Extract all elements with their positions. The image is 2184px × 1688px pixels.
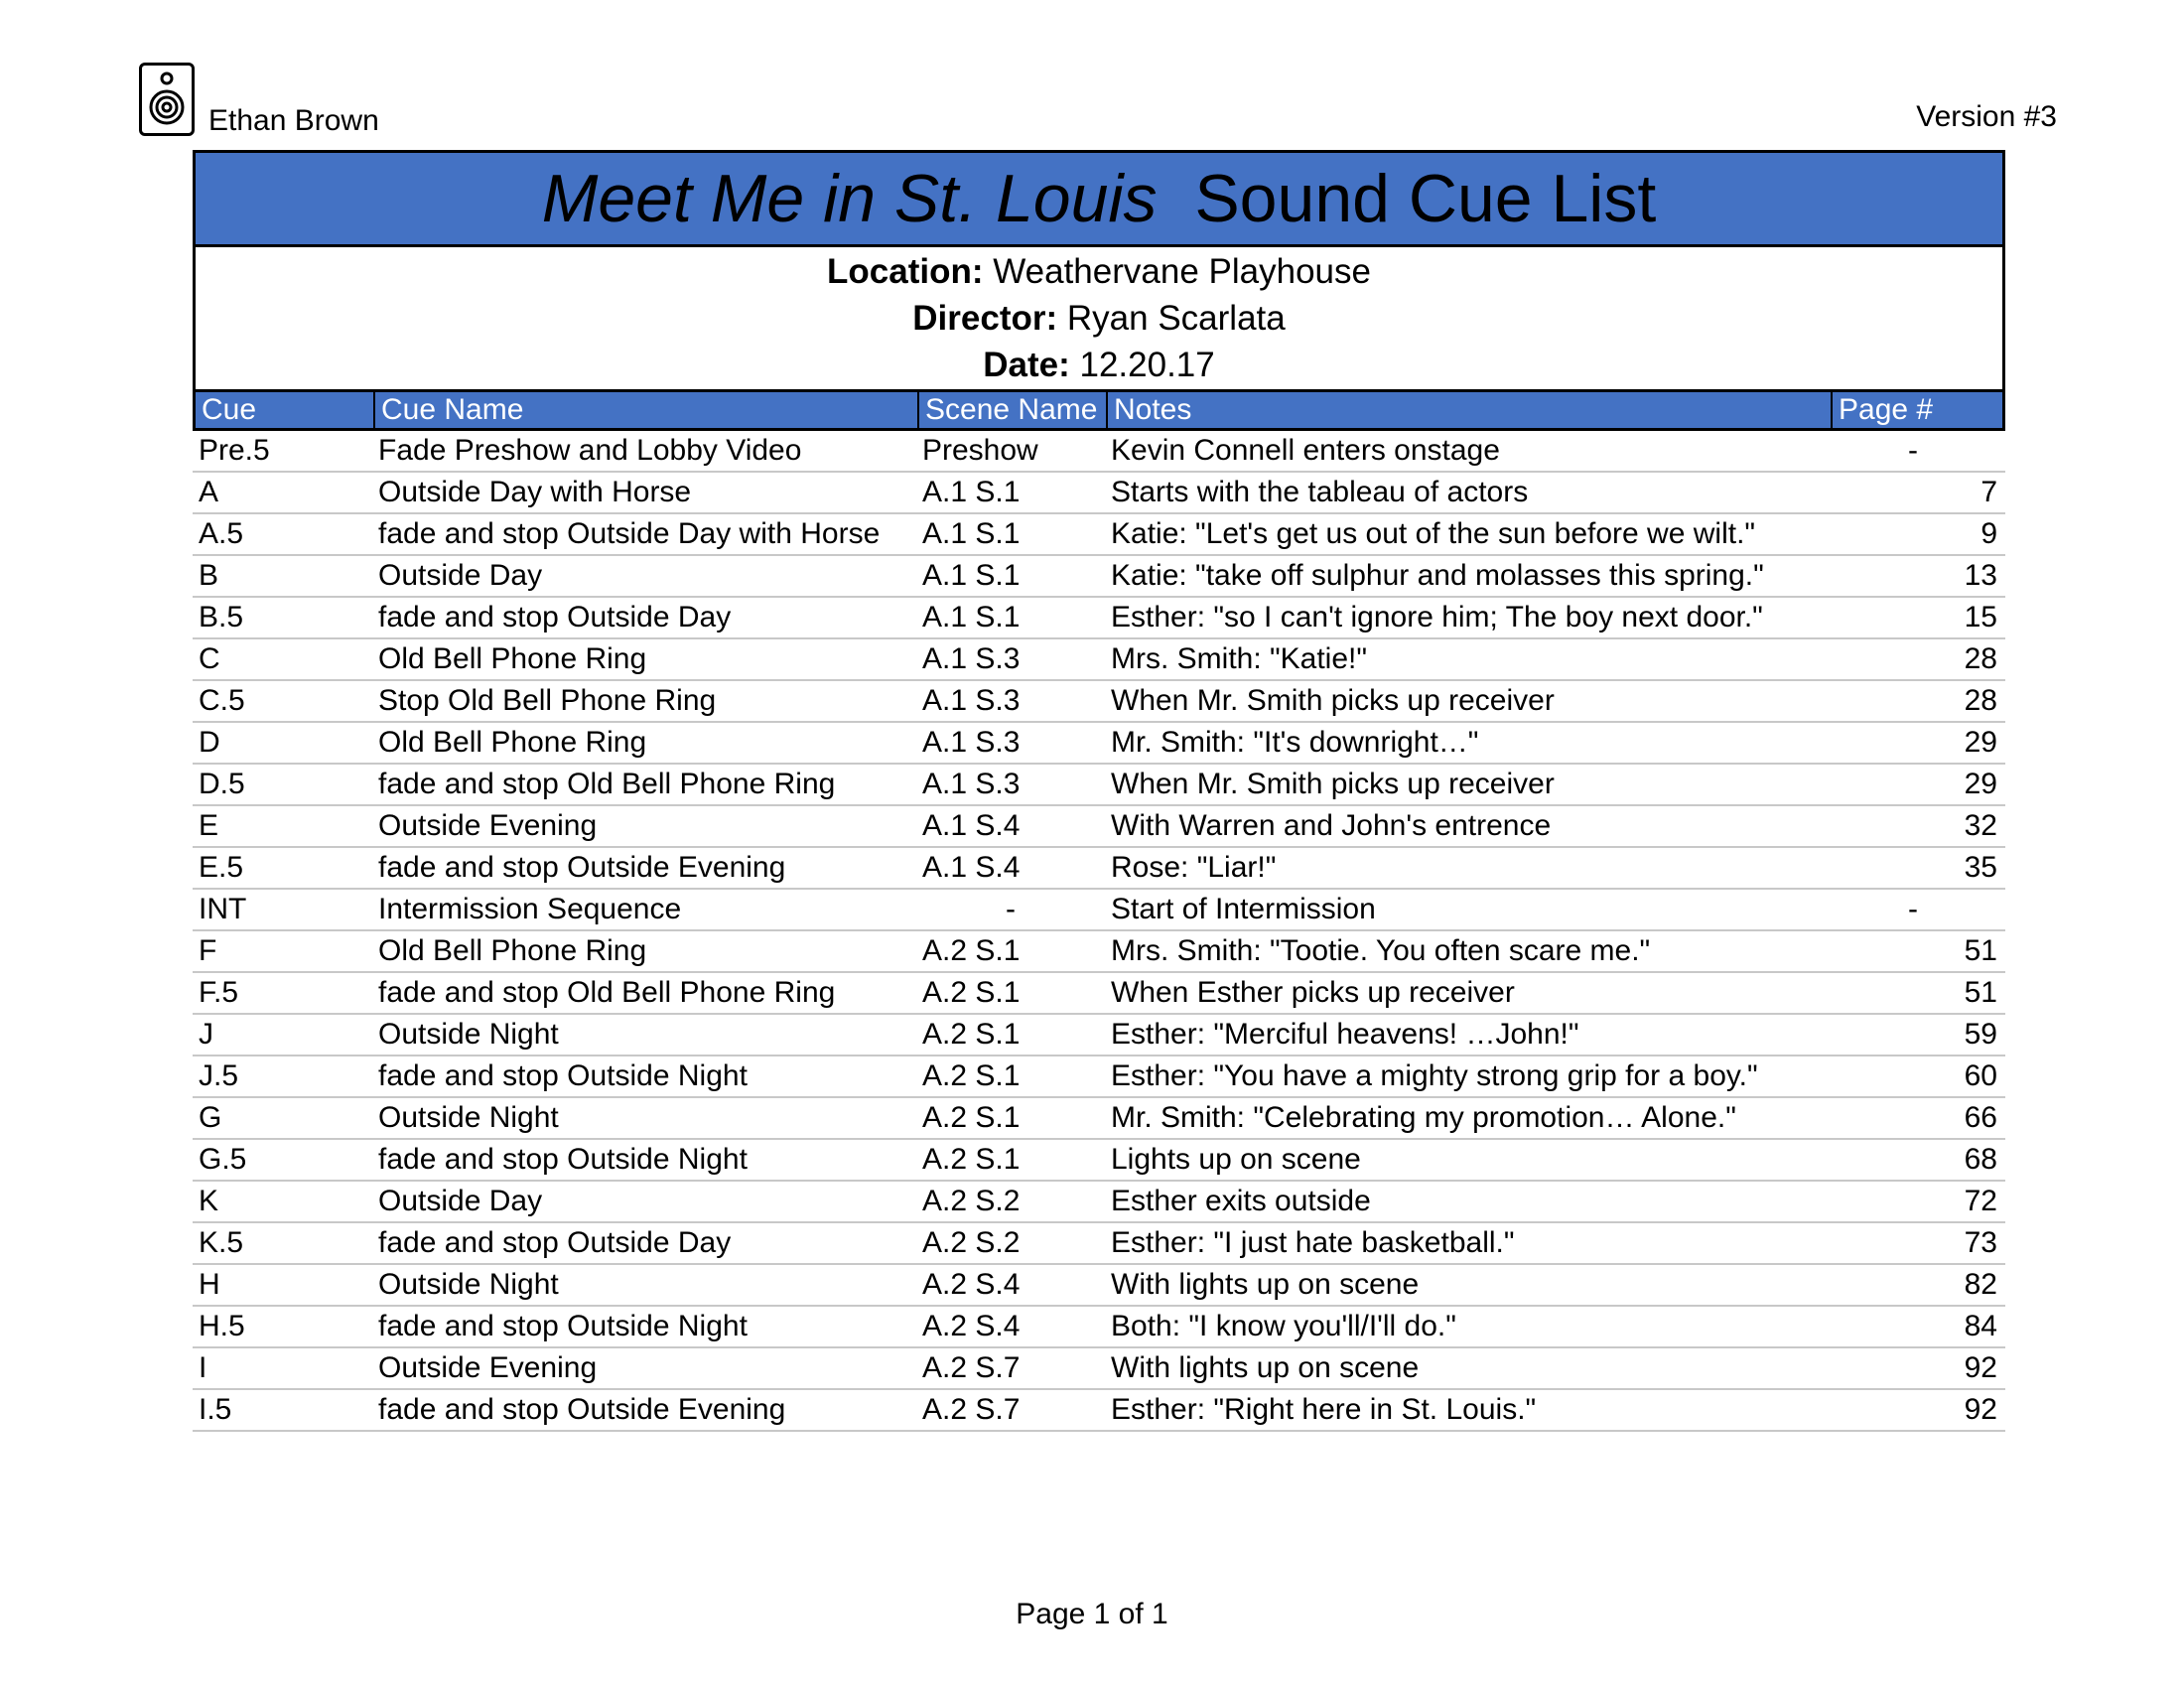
table-row [193, 681, 2005, 723]
location-line [196, 248, 2002, 295]
table-row [193, 1265, 2005, 1307]
table-row [193, 473, 2005, 514]
notes-cell: When Esther picks up receiver [1111, 976, 1515, 1009]
notes-cell: Esther exits outside [1111, 1185, 1371, 1217]
cue-name-cell: Stop Old Bell Phone Ring [378, 684, 717, 717]
notes-cell: Esther: "so I can't ignore him; The boy next door." [1111, 601, 1763, 633]
cue-name-cell: Outside Night [378, 1268, 559, 1301]
page-cell: - [1908, 893, 1918, 925]
page-cell: 51 [1964, 976, 1997, 1009]
cue-name-cell: Old Bell Phone Ring [378, 726, 647, 759]
scene-cell: A.2 S.1 [922, 934, 1021, 967]
table-row [193, 1223, 2005, 1265]
table-row [193, 598, 2005, 639]
page-cell: 29 [1964, 768, 1997, 800]
table-row [193, 1348, 2005, 1390]
scene-cell: A.1 S.3 [922, 726, 1021, 759]
director-value: Ryan Scarlata [1066, 299, 1286, 338]
notes-cell: Mr. Smith: "Celebrating my promotion… Alone." [1111, 1101, 1736, 1134]
notes-cell: Both: "I know you'll/I'll do." [1111, 1310, 1456, 1342]
notes-cell: With Warren and John's entrence [1111, 809, 1552, 842]
notes-cell: With lights up on scene [1111, 1268, 1420, 1301]
page-cell: 29 [1964, 726, 1997, 759]
scene-cell: A.2 S.1 [922, 1059, 1021, 1092]
cue-name-cell: Outside Day with Horse [378, 476, 692, 508]
notes-cell: Esther: "You have a mighty strong grip for a boy." [1111, 1059, 1758, 1092]
cue-cell: E.5 [199, 851, 244, 884]
cue-name-cell: fade and stop Outside Day [378, 601, 732, 633]
table-row [193, 723, 2005, 765]
location-value: Weathervane Playhouse [993, 252, 1371, 291]
scene-cell: A.1 S.3 [922, 768, 1021, 800]
cue-name-cell: fade and stop Outside Day with Horse [378, 517, 881, 550]
notes-cell: With lights up on scene [1111, 1351, 1420, 1384]
cue-name-cell: Old Bell Phone Ring [378, 642, 647, 675]
cue-name-cell: Fade Preshow and Lobby Video [378, 434, 802, 467]
cue-cell: A.5 [199, 517, 244, 550]
notes-cell: Katie: "take off sulphur and molasses this spring." [1111, 559, 1764, 592]
notes-cell: Rose: "Liar!" [1111, 851, 1277, 884]
scene-cell: A.2 S.7 [922, 1351, 1021, 1384]
cue-name-cell: fade and stop Outside Evening [378, 851, 786, 884]
notes-cell: Starts with the tableau of actors [1111, 476, 1529, 508]
scene-cell: A.2 S.1 [922, 976, 1021, 1009]
page-cell: 84 [1964, 1310, 1997, 1342]
page-cell: 68 [1964, 1143, 1997, 1176]
cue-cell: J [199, 1018, 213, 1051]
table-row [193, 1140, 2005, 1182]
page-cell: 60 [1964, 1059, 1997, 1092]
cue-cell: F [199, 934, 217, 967]
notes-cell: Lights up on scene [1111, 1143, 1361, 1176]
date-label: Date: [983, 346, 1070, 384]
table-row [193, 806, 2005, 848]
cue-table-body [193, 431, 2005, 1432]
page-cell: 92 [1964, 1351, 1997, 1384]
scene-cell: A.1 S.1 [922, 601, 1021, 633]
table-row [193, 1056, 2005, 1098]
scene-cell: A.2 S.7 [922, 1393, 1021, 1426]
title-suffix: Sound Cue List [1194, 161, 1657, 236]
scene-cell: A.1 S.1 [922, 476, 1021, 508]
version-label: Version #3 [1916, 100, 2057, 133]
cue-list-sheet [193, 150, 2005, 1432]
page-cell: 66 [1964, 1101, 1997, 1134]
table-row [193, 639, 2005, 681]
date-value: 12.20.17 [1079, 346, 1215, 384]
page-cell: 28 [1964, 642, 1997, 675]
column-header-notes: Notes [1108, 392, 1833, 428]
table-row [193, 1390, 2005, 1432]
page-cell: - [1908, 434, 1918, 467]
table-row [193, 1182, 2005, 1223]
production-info [193, 247, 2005, 389]
page-cell: 13 [1964, 559, 1997, 592]
cue-name-cell: Outside Evening [378, 1351, 598, 1384]
table-row [193, 1307, 2005, 1348]
column-header-scene-name: Scene Name [919, 392, 1108, 428]
notes-cell: Esther: "Right here in St. Louis." [1111, 1393, 1537, 1426]
notes-cell: Esther: "I just hate basketball." [1111, 1226, 1515, 1259]
column-header-cue-name: Cue Name [375, 392, 919, 428]
notes-cell: When Mr. Smith picks up receiver [1111, 684, 1555, 717]
table-row [193, 765, 2005, 806]
page-cell: 51 [1964, 934, 1997, 967]
cue-name-cell: Outside Day [378, 559, 543, 592]
scene-cell: A.1 S.1 [922, 559, 1021, 592]
cue-cell: I [199, 1351, 207, 1384]
page-cell: 9 [1980, 517, 1997, 550]
table-row [193, 848, 2005, 890]
cue-cell: J.5 [199, 1059, 239, 1092]
scene-cell: A.2 S.4 [922, 1268, 1021, 1301]
cue-name-cell: Intermission Sequence [378, 893, 682, 925]
scene-cell: A.1 S.1 [922, 517, 1021, 550]
scene-cell: A.2 S.2 [922, 1185, 1021, 1217]
cue-cell: K.5 [199, 1226, 244, 1259]
cue-cell: H.5 [199, 1310, 245, 1342]
page-cell: 59 [1964, 1018, 1997, 1051]
scene-cell: A.2 S.1 [922, 1143, 1021, 1176]
cue-cell: Pre.5 [199, 434, 270, 467]
page-number: Page 1 of 1 [1016, 1598, 1168, 1630]
table-row [193, 890, 2005, 931]
page-cell: 7 [1980, 476, 1997, 508]
scene-cell: A.1 S.3 [922, 642, 1021, 675]
page-cell: 92 [1964, 1393, 1997, 1426]
cue-cell: K [199, 1185, 219, 1217]
scene-cell: A.2 S.1 [922, 1101, 1021, 1134]
notes-cell: Mrs. Smith: "Katie!" [1111, 642, 1368, 675]
page-cell: 15 [1964, 601, 1997, 633]
cue-name-cell: fade and stop Outside Night [378, 1059, 748, 1092]
scene-cell: A.1 S.3 [922, 684, 1021, 717]
show-name: Meet Me in St. Louis [541, 161, 1158, 236]
director-line [196, 295, 2002, 342]
column-header-page: Page # [1839, 393, 1934, 426]
cue-name-cell: fade and stop Outside Night [378, 1310, 748, 1342]
cue-cell: INT [199, 893, 247, 925]
table-header [193, 389, 2005, 431]
cue-cell: C.5 [199, 684, 245, 717]
cue-cell: B [199, 559, 219, 592]
cue-cell: G.5 [199, 1143, 247, 1176]
cue-name-cell: Old Bell Phone Ring [378, 934, 647, 967]
cue-cell: H [199, 1268, 220, 1301]
cue-cell: D.5 [199, 768, 245, 800]
cue-cell: E [199, 809, 219, 842]
notes-cell: Mrs. Smith: "Tootie. You often scare me." [1111, 934, 1651, 967]
cue-cell: A [199, 476, 219, 508]
cue-name-cell: Outside Night [378, 1101, 559, 1134]
scene-cell: A.1 S.4 [922, 851, 1021, 884]
page-cell: 82 [1964, 1268, 1997, 1301]
scene-cell: A.2 S.1 [922, 1018, 1021, 1051]
page-cell: 28 [1964, 684, 1997, 717]
notes-cell: Katie: "Let's get us out of the sun before we wilt." [1111, 517, 1756, 550]
cue-name-cell: fade and stop Old Bell Phone Ring [378, 976, 836, 1009]
cue-cell: F.5 [199, 976, 239, 1009]
cue-name-cell: fade and stop Outside Day [378, 1226, 732, 1259]
page-cell: 35 [1964, 851, 1997, 884]
scene-cell: A.2 S.2 [922, 1226, 1021, 1259]
cue-name-cell: Outside Night [378, 1018, 559, 1051]
cue-name-cell: Outside Day [378, 1185, 543, 1217]
cue-name-cell: Outside Evening [378, 809, 598, 842]
scene-cell: - [1006, 893, 1016, 925]
scene-cell: Preshow [922, 434, 1038, 467]
notes-cell: Mr. Smith: "It's downright…" [1111, 726, 1479, 759]
page-title [193, 150, 2005, 247]
date-line [196, 342, 2002, 388]
cue-cell: I.5 [199, 1393, 232, 1426]
location-label: Location: [827, 252, 984, 291]
page-cell: 73 [1964, 1226, 1997, 1259]
cue-cell: B.5 [199, 601, 244, 633]
table-row [193, 1098, 2005, 1140]
table-row [193, 1015, 2005, 1056]
cue-name-cell: fade and stop Old Bell Phone Ring [378, 768, 836, 800]
notes-cell: When Mr. Smith picks up receiver [1111, 768, 1555, 800]
table-row [193, 556, 2005, 598]
speaker-icon [139, 63, 195, 136]
page-cell: 72 [1964, 1185, 1997, 1217]
author-name: Ethan Brown [208, 104, 379, 137]
director-label: Director: [912, 299, 1058, 338]
table-row [193, 931, 2005, 973]
cue-cell: G [199, 1101, 222, 1134]
page-cell: 32 [1964, 809, 1997, 842]
notes-cell: Kevin Connell enters onstage [1111, 434, 1500, 467]
cue-name-cell: fade and stop Outside Evening [378, 1393, 786, 1426]
cue-name-cell: fade and stop Outside Night [378, 1143, 748, 1176]
cue-cell: C [199, 642, 220, 675]
scene-cell: A.2 S.4 [922, 1310, 1021, 1342]
scene-cell: A.1 S.4 [922, 809, 1021, 842]
column-header-cue: Cue [196, 392, 375, 428]
notes-cell: Start of Intermission [1111, 893, 1376, 925]
table-row [193, 973, 2005, 1015]
table-row [193, 514, 2005, 556]
cue-cell: D [199, 726, 220, 759]
table-row [193, 431, 2005, 473]
notes-cell: Esther: "Merciful heavens! …John!" [1111, 1018, 1579, 1051]
